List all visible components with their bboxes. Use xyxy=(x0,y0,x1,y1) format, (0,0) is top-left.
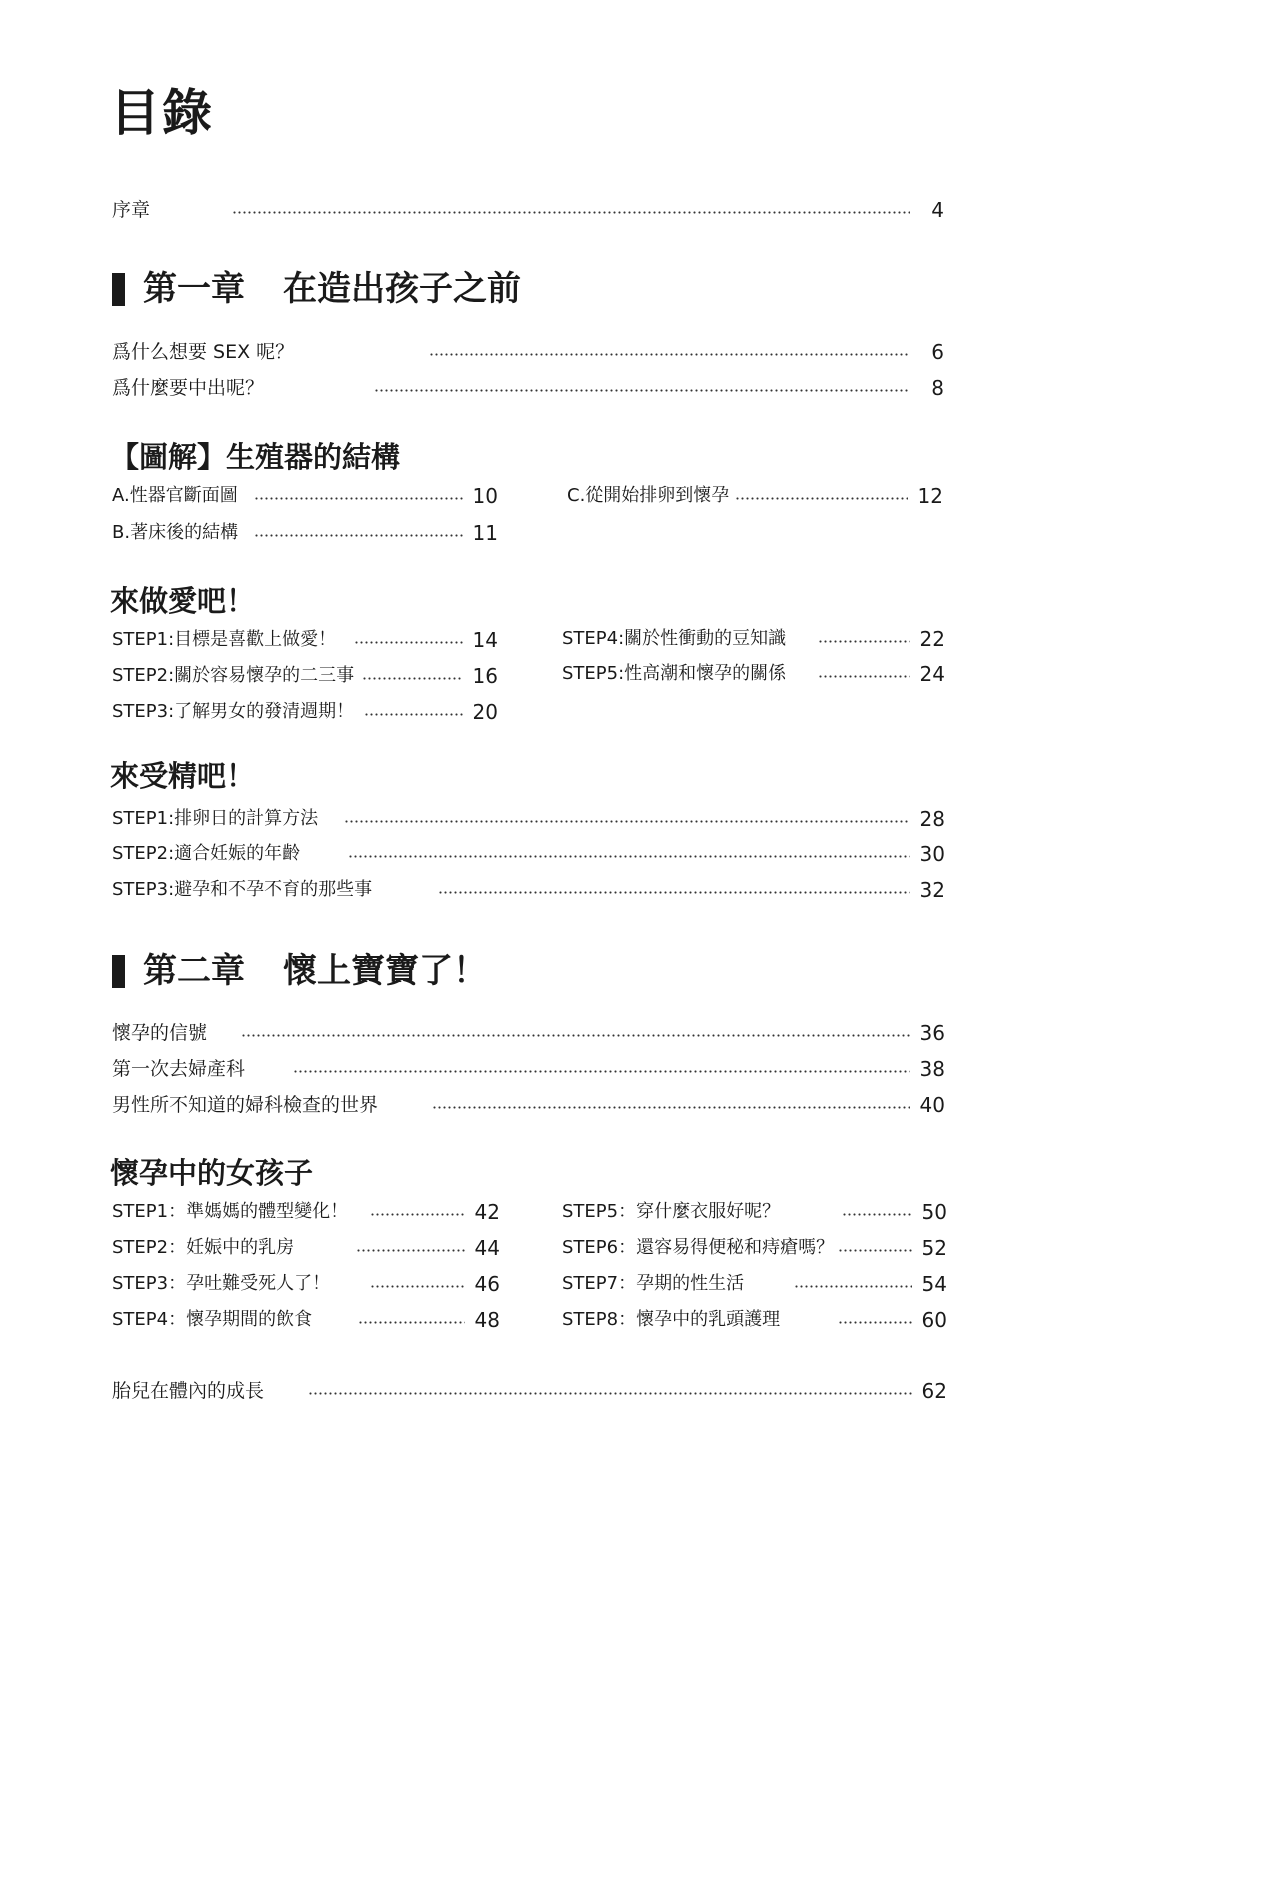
page-number: 10 xyxy=(472,484,498,508)
entry-label: STEP4：懷孕期間的飲食 xyxy=(112,1309,313,1330)
leader-dots xyxy=(241,1034,910,1037)
leader-dots xyxy=(344,820,909,823)
page-number: 48 xyxy=(474,1308,500,1332)
entry-label: STEP4:關於性衝動的豆知識 xyxy=(562,628,787,649)
toc-entry[interactable] xyxy=(112,666,498,686)
toc-entry[interactable] xyxy=(112,1059,945,1079)
entry-label: STEP5：穿什麼衣服好呢？ xyxy=(562,1201,781,1222)
toc-entry[interactable] xyxy=(112,1202,500,1222)
page-number: 28 xyxy=(919,807,945,831)
chapter-number: 第二章 xyxy=(143,951,245,991)
leader-dots xyxy=(348,855,909,858)
page-number: 40 xyxy=(919,1093,945,1117)
entry-label: C.從開始排卵到懷孕 xyxy=(567,485,730,506)
toc-entry[interactable] xyxy=(562,1310,947,1330)
leader-dots xyxy=(842,1213,911,1216)
page-number: 54 xyxy=(921,1272,947,1296)
entry-label: STEP8：懷孕中的乳頭護理 xyxy=(562,1309,781,1330)
leader-dots xyxy=(735,497,907,500)
section-heading: 來做愛吧！ xyxy=(110,584,256,618)
toc-entry[interactable] xyxy=(562,1202,947,1222)
toc-entry[interactable] xyxy=(562,664,945,684)
entry-label: B.著床後的結構 xyxy=(112,522,239,543)
toc-entry[interactable] xyxy=(112,844,945,864)
entry-label: 序章 xyxy=(112,198,151,221)
entry-label: STEP3：孕吐難受死人了！ xyxy=(112,1273,331,1294)
entry-label: STEP2:適合妊娠的年齡 xyxy=(112,843,301,864)
entry-label: 男性所不知道的婦科檢查的世界 xyxy=(112,1093,379,1116)
leader-dots xyxy=(374,389,910,392)
toc-entry[interactable] xyxy=(112,378,944,398)
leader-dots xyxy=(356,1249,464,1252)
leader-dots xyxy=(818,640,909,643)
entry-label: STEP2：妊娠中的乳房 xyxy=(112,1237,295,1258)
toc-entry[interactable] xyxy=(112,880,945,900)
leader-dots xyxy=(429,353,910,356)
page-number: 44 xyxy=(474,1236,500,1260)
leader-dots xyxy=(254,497,463,500)
toc-entry[interactable] xyxy=(112,523,498,543)
toc-entry[interactable] xyxy=(112,630,498,650)
leader-dots xyxy=(362,677,462,680)
toc-entry[interactable] xyxy=(112,1274,500,1294)
page-number: 60 xyxy=(921,1308,947,1332)
leader-dots xyxy=(254,534,462,537)
toc-entry[interactable] xyxy=(112,1310,500,1330)
page-number: 42 xyxy=(474,1200,500,1224)
entry-label: STEP2:關於容易懷孕的二三事 xyxy=(112,665,355,686)
entry-label: STEP6：還容易得便秘和痔瘡嗎？ xyxy=(562,1237,835,1258)
page-number: 22 xyxy=(919,627,945,651)
chapter-marker xyxy=(112,273,125,306)
page-number: 50 xyxy=(921,1200,947,1224)
leader-dots xyxy=(370,1285,464,1288)
entry-label: STEP3:了解男女的發清週期！ xyxy=(112,701,355,722)
page-number: 24 xyxy=(919,662,945,686)
toc-entry[interactable] xyxy=(112,1023,945,1043)
chapter-title: 懷上寶寶了！ xyxy=(283,951,487,991)
leader-dots xyxy=(838,1321,911,1324)
chapter-title: 在造出孩子之前 xyxy=(283,269,521,309)
entry-label: 第一次去婦產科 xyxy=(112,1057,246,1080)
entry-label: 爲什么想要 SEX 呢？ xyxy=(112,340,295,363)
page-number: 6 xyxy=(931,340,944,364)
toc-entry[interactable] xyxy=(112,1381,947,1401)
chapter-number: 第一章 xyxy=(143,269,245,309)
leader-dots xyxy=(818,675,909,678)
page-number: 12 xyxy=(917,484,943,508)
page-number: 32 xyxy=(919,878,945,902)
leader-dots xyxy=(232,211,910,214)
page-number: 30 xyxy=(919,842,945,866)
page-number: 16 xyxy=(472,664,498,688)
leader-dots xyxy=(293,1070,910,1073)
page-number: 38 xyxy=(919,1057,945,1081)
page-number: 46 xyxy=(474,1272,500,1296)
page-number: 14 xyxy=(472,628,498,652)
page-number: 8 xyxy=(931,376,944,400)
entry-label: STEP1:目標是喜歡上做愛！ xyxy=(112,629,337,650)
section-heading: 來受精吧！ xyxy=(110,759,256,793)
chapter-marker xyxy=(112,955,125,988)
page-number: 62 xyxy=(921,1379,947,1403)
entry-label: 懷孕的信號 xyxy=(112,1021,208,1044)
leader-dots xyxy=(370,1213,464,1216)
toc-entry[interactable] xyxy=(112,342,944,362)
toc-entry[interactable] xyxy=(112,809,945,829)
section-heading: 懷孕中的女孩子 xyxy=(110,1156,314,1190)
leader-dots xyxy=(438,891,909,894)
toc-entry[interactable] xyxy=(562,1274,947,1294)
toc-entry[interactable] xyxy=(567,486,943,506)
toc-entry[interactable] xyxy=(112,1238,500,1258)
page-number: 36 xyxy=(919,1021,945,1045)
page-number: 52 xyxy=(921,1236,947,1260)
toc-entry[interactable] xyxy=(562,1238,947,1258)
entry-label: STEP3:避孕和不孕不育的那些事 xyxy=(112,879,373,900)
entry-label: STEP1:排卵日的計算方法 xyxy=(112,808,319,829)
entry-label: 爲什麼要中出呢？ xyxy=(112,376,265,399)
entry-label: 胎兒在體內的成長 xyxy=(112,1379,265,1402)
chapter-heading-1 xyxy=(112,269,521,309)
leader-dots xyxy=(308,1392,912,1395)
toc-entry[interactable] xyxy=(112,486,498,506)
toc-entry[interactable] xyxy=(112,1095,945,1115)
page-number: 11 xyxy=(472,521,498,545)
page-title: 目錄 xyxy=(110,84,214,142)
entry-label: STEP1：準媽媽的體型變化！ xyxy=(112,1201,349,1222)
toc-entry[interactable] xyxy=(562,629,945,649)
leader-dots xyxy=(432,1106,910,1109)
entry-label: A.性器官斷面圖 xyxy=(112,485,238,506)
chapter-heading-2 xyxy=(112,951,487,991)
leader-dots xyxy=(358,1321,464,1324)
leader-dots xyxy=(838,1249,911,1252)
entry-label: STEP7：孕期的性生活 xyxy=(562,1273,745,1294)
page-number: 20 xyxy=(472,700,498,724)
entry-label: STEP5:性高潮和懷孕的關係 xyxy=(562,663,787,684)
leader-dots xyxy=(364,713,462,716)
toc-entry-prologue[interactable] xyxy=(112,200,944,220)
leader-dots xyxy=(794,1285,911,1288)
section-heading: 【圖解】生殖器的結構 xyxy=(110,440,401,474)
toc-entry[interactable] xyxy=(112,702,498,722)
page-number: 4 xyxy=(931,198,944,222)
leader-dots xyxy=(354,641,462,644)
